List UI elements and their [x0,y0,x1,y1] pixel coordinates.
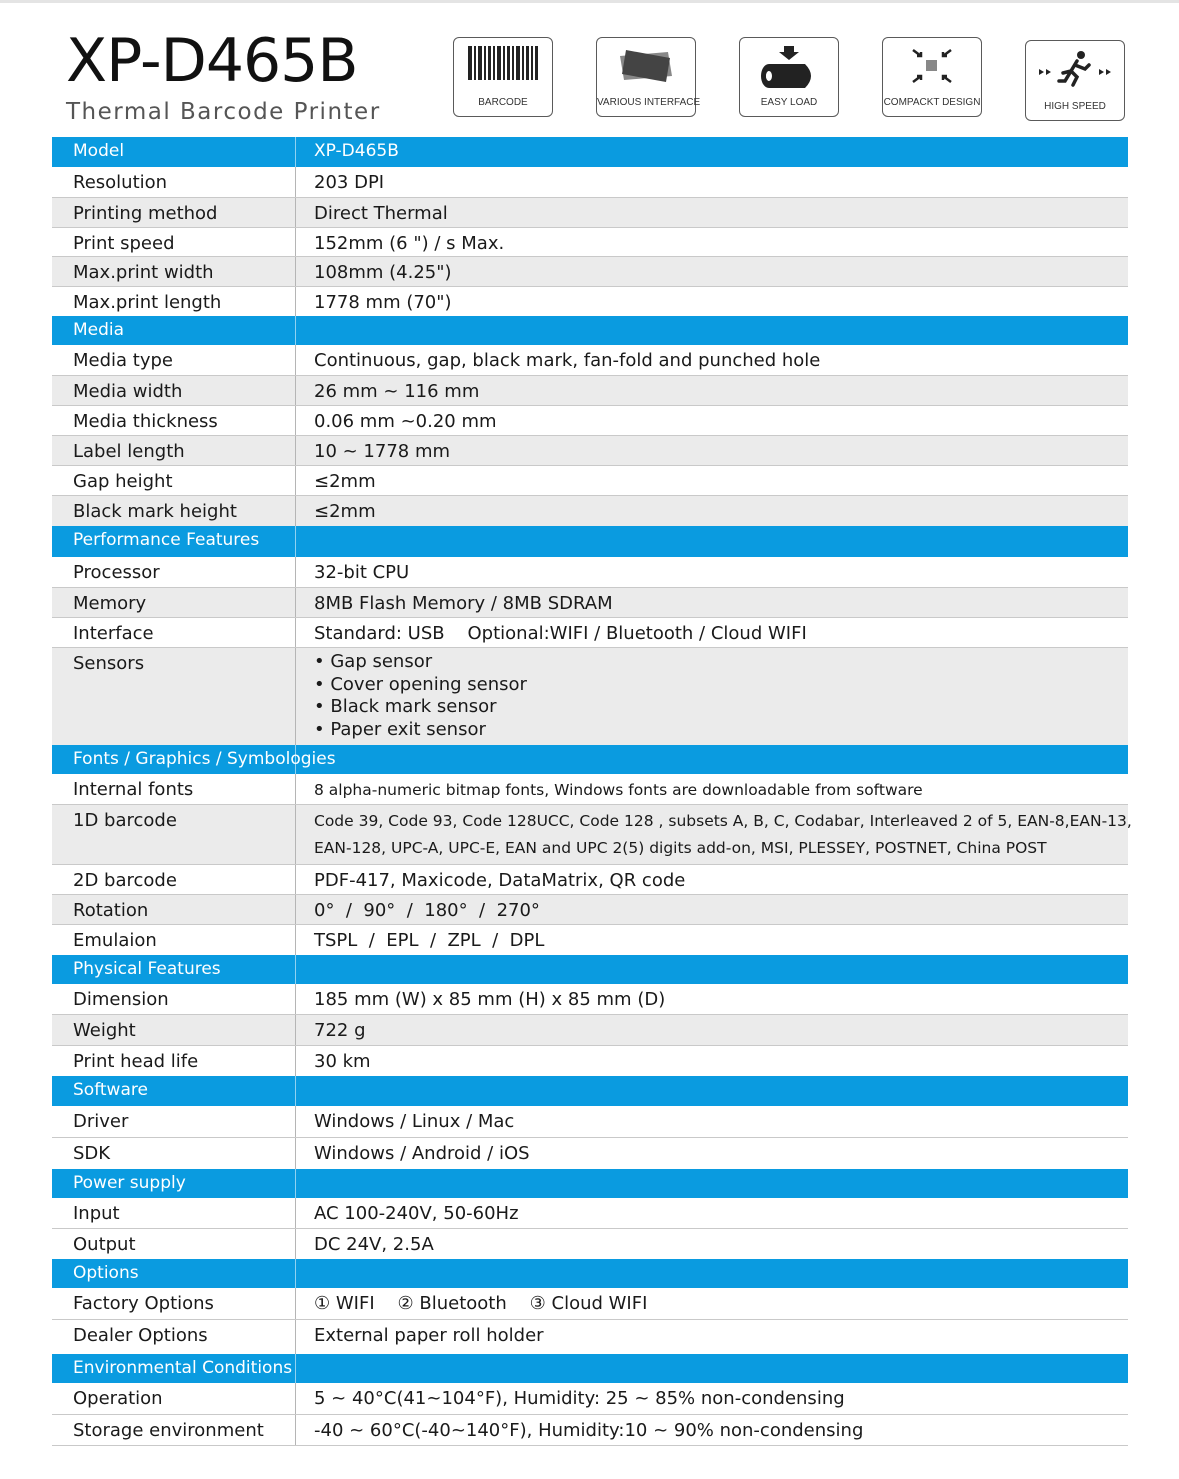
section-header-software [52,1076,1128,1106]
spec-value: Windows / Android / iOS [295,1138,1128,1169]
feature-compact [882,37,982,117]
section-header-options [52,1259,1128,1288]
icon-label: VARIOUS INTERFACE [597,97,701,108]
spec-value: 8 alpha-numeric bitmap fonts, Windows fonts are downloadable from software [295,774,1128,804]
spec-value: Windows / Linux / Mac [295,1106,1128,1137]
section-spacer [295,955,1128,984]
interface-icon [616,46,676,86]
section-header-model [52,137,1128,167]
feature-high-speed [1025,40,1125,121]
spec-key: Memory [73,593,147,614]
section-title: Options [73,1263,139,1283]
section-header-physical [52,955,1128,984]
spec-value: 0.06 mm ~0.20 mm [295,406,1128,435]
section-spacer [295,745,1128,774]
spec-row [52,345,1128,376]
spec-row [52,1015,1128,1046]
sensor-list [314,651,1128,741]
spec-value: 0° / 90° / 180° / 270° [295,895,1128,924]
section-spacer [295,316,1128,345]
spec-row [52,466,1128,496]
spec-key: Rotation [73,900,149,921]
section-header-media [52,316,1128,345]
spec-key: Processor [73,562,160,583]
spec-value [295,648,1128,745]
spec-row [52,228,1128,257]
spec-key: Emulaion [73,930,157,951]
section-spacer [295,1354,1128,1383]
spec-value: XP-D465B [295,137,1128,167]
spec-key: Driver [73,1111,129,1132]
spec-value: External paper roll holder [295,1320,1128,1354]
icon-label: BARCODE [478,97,528,108]
section-header-power [52,1169,1128,1198]
spec-row [52,1415,1128,1446]
spec-value: ≤2mm [295,496,1128,526]
spec-key: Storage environment [73,1420,264,1441]
spec-key: Dealer Options [73,1325,208,1346]
spec-value: 152mm (6 ") / s Max. [295,228,1128,256]
spec-key: Gap height [73,471,173,492]
section-spacer [295,1169,1128,1198]
spec-row [52,496,1128,526]
spec-table [52,137,1132,1446]
spec-key: Dimension [73,989,169,1010]
icon-label: COMPACKT DESIGN [883,97,981,108]
spec-row [52,1198,1128,1229]
feature-icons [453,37,1128,121]
spec-key: Media thickness [73,411,218,432]
section-spacer [295,1076,1128,1106]
spec-value: 185 mm (W) x 85 mm (H) x 85 mm (D) [295,984,1128,1014]
spec-value: 722 g [295,1015,1128,1045]
spec-value: 10 ~ 1778 mm [295,436,1128,465]
section-header-environment [52,1354,1128,1383]
spec-row [52,257,1128,287]
icon-label: HIGH SPEED [1044,101,1106,112]
paper-roll-icon [757,46,821,92]
spec-key: Max.print width [73,262,214,283]
spec-row [52,618,1128,648]
feature-easy-load [739,37,839,117]
spec-key: Weight [73,1020,136,1041]
spec-row [52,1229,1128,1259]
product-title: XP-D465B [66,26,358,96]
spec-row [52,805,1132,865]
spec-value: ① WIFI ② Bluetooth ③ Cloud WIFI [295,1288,1128,1319]
spec-value: TSPL / EPL / ZPL / DPL [295,925,1128,955]
spec-key: 2D barcode [73,870,177,891]
spec-value: PDF-417, Maxicode, DataMatrix, QR code [295,865,1128,894]
feature-interface [596,37,701,117]
spec-key: Printing method [73,203,218,224]
spec-row [52,1288,1128,1320]
spec-value: 108mm (4.25") [295,257,1128,286]
section-title: Media [73,320,125,340]
spec-key: 1D barcode [73,810,177,831]
top-divider [0,0,1179,3]
spec-key: Interface [73,623,154,644]
list-item: • Black mark sensor [314,696,1128,719]
spec-row [52,865,1128,895]
section-title: Fonts / Graphics / Symbologies [73,749,336,769]
spec-value: 1778 mm (70") [295,287,1128,316]
spec-row [52,925,1128,955]
spec-key: Input [73,1203,120,1224]
spec-row [52,984,1128,1015]
spec-key: Factory Options [73,1293,214,1314]
spec-row [52,1046,1128,1076]
spec-row [52,557,1128,588]
spec-row [52,198,1128,228]
spec-value: Direct Thermal [295,198,1128,227]
spec-key: Max.print length [73,292,222,313]
section-title: Power supply [73,1173,186,1193]
spec-row [52,376,1128,406]
spec-key: Output [73,1234,136,1255]
barcode-1d-line-1: Code 39, Code 93, Code 128UCC, Code 128 , subsets A, B, C, Codabar, Interleaved 2 of 5, EAN-8,EAN-13, [314,812,1132,830]
product-subtitle: Thermal Barcode Printer [66,99,381,125]
spec-value: 203 DPI [295,167,1128,197]
section-title: Environmental Conditions [73,1358,293,1378]
barcode-1d-line-2: EAN-128, UPC-A, UPC-E, EAN and UPC 2(5) digits add-on, MSI, PLESSEY, POSTNET, China POST [314,839,1047,857]
spec-value: 32-bit CPU [295,557,1128,587]
spec-key: Print speed [73,233,175,254]
spec-row [52,1138,1128,1169]
spec-row [52,1106,1128,1138]
section-title: Software [73,1080,148,1100]
spec-row [52,167,1128,198]
compact-icon [907,46,957,86]
spec-value: Continuous, gap, black mark, fan-fold and punched hole [295,345,1128,375]
spec-value: AC 100-240V, 50-60Hz [295,1198,1128,1228]
spec-value: DC 24V, 2.5A [295,1229,1128,1259]
section-spacer [295,1259,1128,1288]
spec-row [52,895,1128,925]
spec-value: 26 mm ~ 116 mm [295,376,1128,405]
spec-row [52,436,1128,466]
section-title: Physical Features [73,959,221,979]
spec-value: -40 ~ 60°C(-40~140°F), Humidity:10 ~ 90% non-condensing [295,1415,1128,1445]
spec-key: Operation [73,1388,163,1409]
spec-row [52,588,1128,618]
spec-key: Media width [73,381,183,402]
feature-barcode [453,37,553,117]
spec-key: Sensors [73,653,145,674]
spec-value: 5 ~ 40°C(41~104°F), Humidity: 25 ~ 85% non-condensing [295,1383,1128,1414]
spec-key: SDK [73,1143,111,1164]
spec-row-sensors [52,648,1128,745]
barcode-icon [468,46,538,88]
spec-key: Model [73,141,125,161]
running-man-icon [1037,49,1113,89]
spec-row [52,1320,1128,1354]
spec-key: Black mark height [73,501,237,522]
spec-key: Print head life [73,1051,199,1072]
section-spacer [295,526,1128,557]
icon-label: EASY LOAD [760,97,818,108]
spec-value: ≤2mm [295,466,1128,495]
spec-key: Resolution [73,172,168,193]
list-item: • Paper exit sensor [314,719,1128,742]
list-item: • Cover opening sensor [314,674,1128,697]
spec-row [52,406,1128,436]
section-title: Performance Features [73,530,260,550]
list-item: • Gap sensor [314,651,1128,674]
spec-row [52,287,1128,316]
spec-key: Internal fonts [73,779,194,800]
spec-row [52,1383,1128,1415]
spec-row [52,774,1128,805]
spec-value: 30 km [295,1046,1128,1076]
spec-value [295,805,1132,864]
spec-key: Media type [73,350,173,371]
spec-key: Label length [73,441,185,462]
section-header-performance [52,526,1128,557]
spec-value: Standard: USB Optional:WIFI / Bluetooth / Cloud WIFI [295,618,1128,647]
section-header-fonts [52,745,1128,774]
spec-value: 8MB Flash Memory / 8MB SDRAM [295,588,1128,617]
